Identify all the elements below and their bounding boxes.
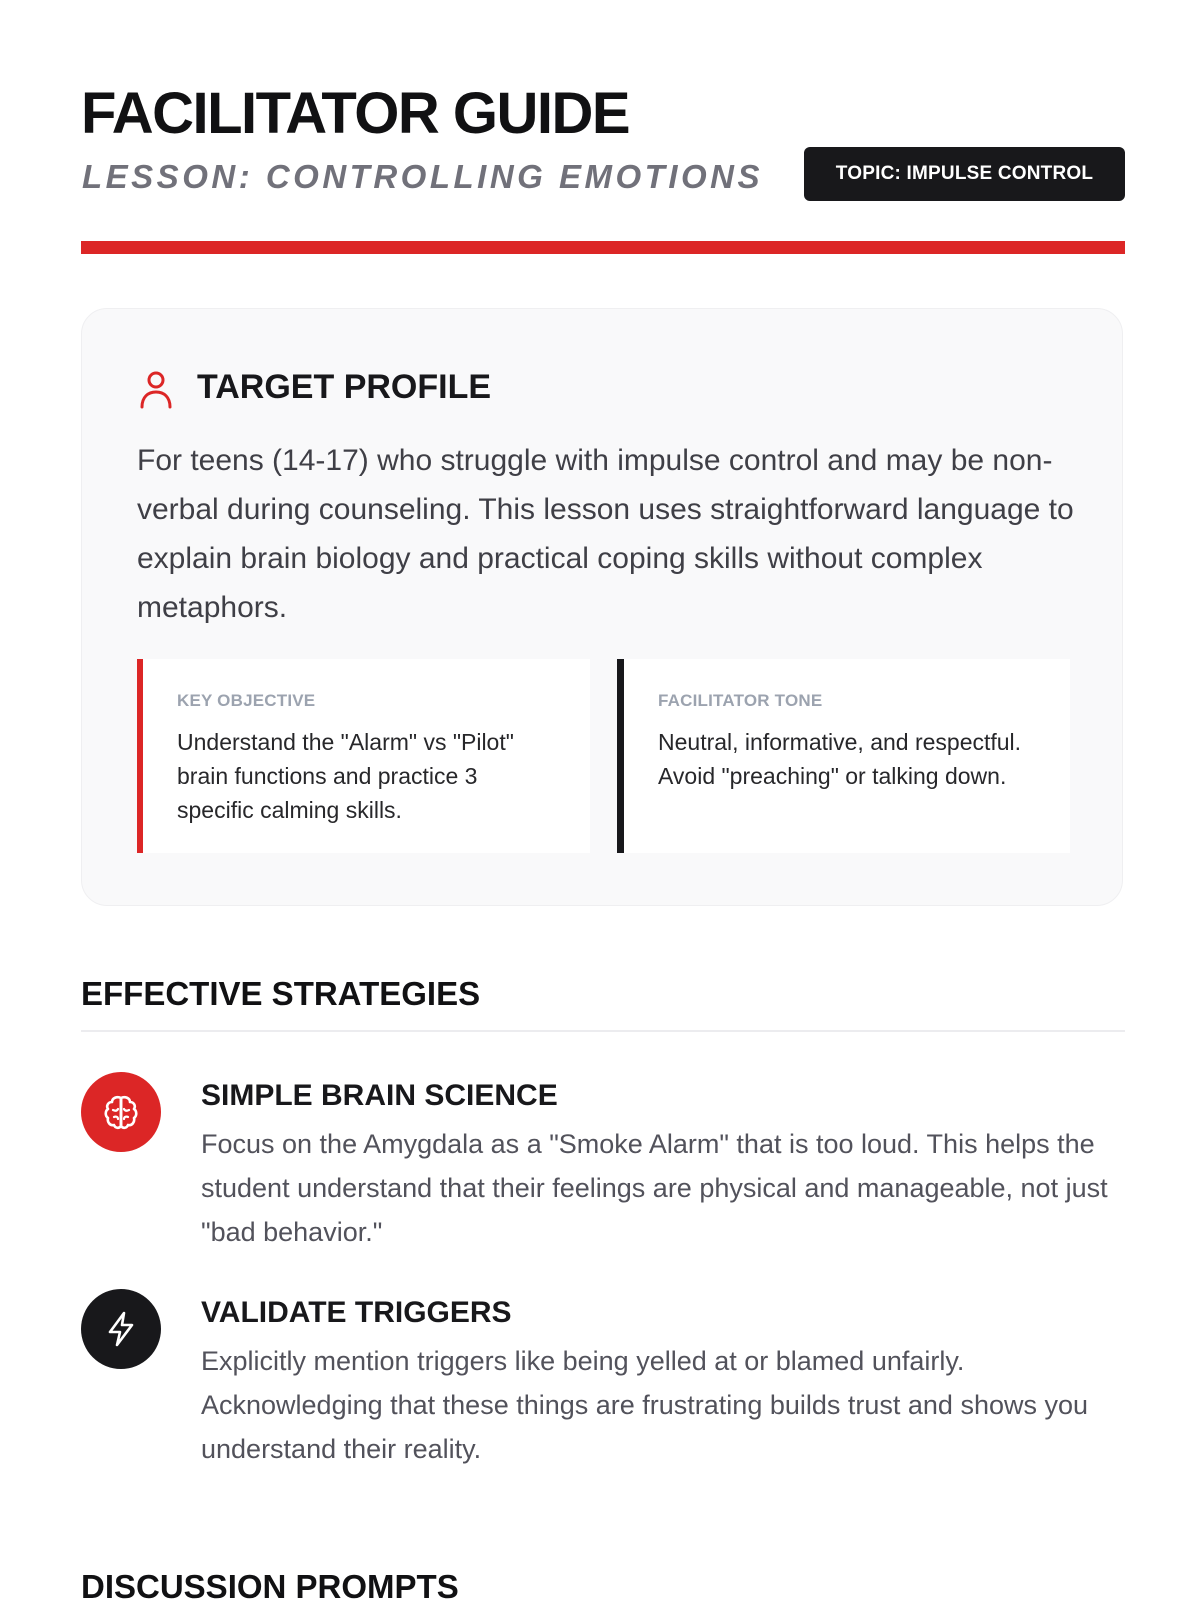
lightning-icon xyxy=(81,1289,161,1369)
key-objective-text: Understand the "Alarm" vs "Pilot" brain functions and practice 3 specific calming skills. xyxy=(177,729,514,823)
target-profile-card xyxy=(81,308,1123,906)
brain-icon xyxy=(81,1072,161,1152)
user-icon xyxy=(138,369,174,409)
target-profile-description: For teens (14-17) who struggle with impulse control and may be non-verbal during counseling. This lesson uses straightforward language to explain brain biology and practical coping skills without complex metaphors. xyxy=(137,444,1074,624)
target-profile-title: TARGET PROFILE xyxy=(197,368,492,406)
strategy-title: VALIDATE TRIGGERS xyxy=(201,1296,512,1329)
discussion-heading: DISCUSSION PROMPTS xyxy=(81,1568,459,1605)
facilitator-tone-text: Neutral, informative, and respectful. Avoid "preaching" or talking down. xyxy=(658,729,1022,789)
header-divider xyxy=(81,241,1125,254)
strategies-heading: EFFECTIVE STRATEGIES xyxy=(81,975,481,1012)
key-objective-card xyxy=(137,659,590,853)
facilitator-tone-card xyxy=(617,659,1070,853)
lesson-subtitle: LESSON: CONTROLLING EMOTIONS xyxy=(82,158,763,195)
strategy-item xyxy=(81,1072,1125,1252)
strategy-item xyxy=(81,1289,1125,1469)
key-objective-label: KEY OBJECTIVE xyxy=(177,691,316,710)
page-title: FACILITATOR GUIDE xyxy=(81,81,630,146)
strategy-description: Focus on the Amygdala as a "Smoke Alarm" that is too loud. This helps the student understand that their feelings are physical and manageable, not just "bad behavior." xyxy=(201,1129,1108,1247)
topic-badge: TOPIC: IMPULSE CONTROL xyxy=(804,147,1125,201)
facilitator-tone-label: FACILITATOR TONE xyxy=(658,691,823,710)
strategies-divider xyxy=(81,1030,1125,1032)
strategy-description: Explicitly mention triggers like being yelled at or blamed unfairly. Acknowledging that these things are frustrating builds trust and shows you understand their reality. xyxy=(201,1346,1089,1464)
strategy-title: SIMPLE BRAIN SCIENCE xyxy=(201,1079,558,1112)
